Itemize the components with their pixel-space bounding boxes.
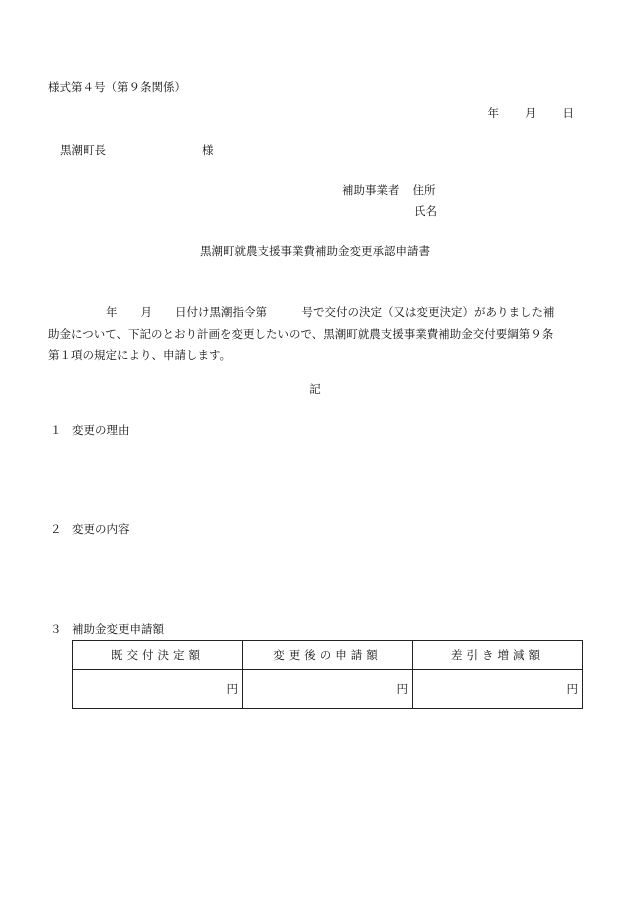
cell-revised-amount[interactable] [243, 670, 413, 709]
applicant-name-label: 氏名 [414, 204, 437, 218]
body-line-1: 年 月 日付け黒潮指令第 号で交付の決定（又は変更決定）がありました補 [106, 305, 555, 319]
item-number: ３ [50, 622, 62, 636]
body-line-2: 助金について、下記のとおり計画を変更したいので、黒潮町就農支援事業費補助金交付要綱第９条 [48, 326, 554, 341]
yen-unit: 円 [226, 682, 238, 696]
header-granted-amount: 既交付決定額 [73, 641, 243, 670]
item-label: 補助金変更申請額 [72, 622, 164, 636]
amount-table-value-row [73, 670, 583, 709]
date-month-label: 月 [525, 106, 537, 120]
document-title: 黒潮町就農支援事業費補助金変更承認申請書 [200, 244, 430, 258]
date-year-label: 年 [487, 106, 499, 120]
date-day-label: 日 [562, 106, 574, 120]
applicant-role: 補助事業者 [342, 183, 400, 197]
header-revised-amount: 変更後の申請額 [243, 641, 413, 670]
yen-unit: 円 [396, 682, 408, 696]
item-label: 変更の内容 [72, 522, 130, 536]
form-number: 様式第４号（第９条関係） [48, 80, 186, 94]
item-number: １ [50, 423, 62, 437]
cell-granted-amount[interactable] [73, 670, 243, 709]
body-paragraph [48, 302, 578, 367]
amount-table-header-row [73, 641, 583, 670]
applicant-address-row [342, 185, 436, 197]
item-number: ２ [50, 522, 62, 536]
item-change-amount [50, 624, 164, 636]
item-label: 変更の理由 [72, 423, 130, 437]
body-line-3: 第１項の規定により、申請します。 [48, 348, 232, 362]
item-change-content [50, 524, 130, 536]
yen-unit: 円 [566, 682, 578, 696]
addressee [60, 145, 214, 157]
cell-difference-amount[interactable] [413, 670, 583, 709]
addressee-name: 黒潮町長 [60, 143, 106, 157]
item-change-reason [50, 425, 130, 437]
date-line [488, 108, 575, 120]
ki-heading: 記 [309, 382, 321, 396]
addressee-honorific: 様 [202, 143, 214, 157]
applicant-address-label: 住所 [412, 183, 436, 197]
amount-table [72, 640, 583, 709]
header-difference-amount: 差引き増減額 [413, 641, 583, 670]
